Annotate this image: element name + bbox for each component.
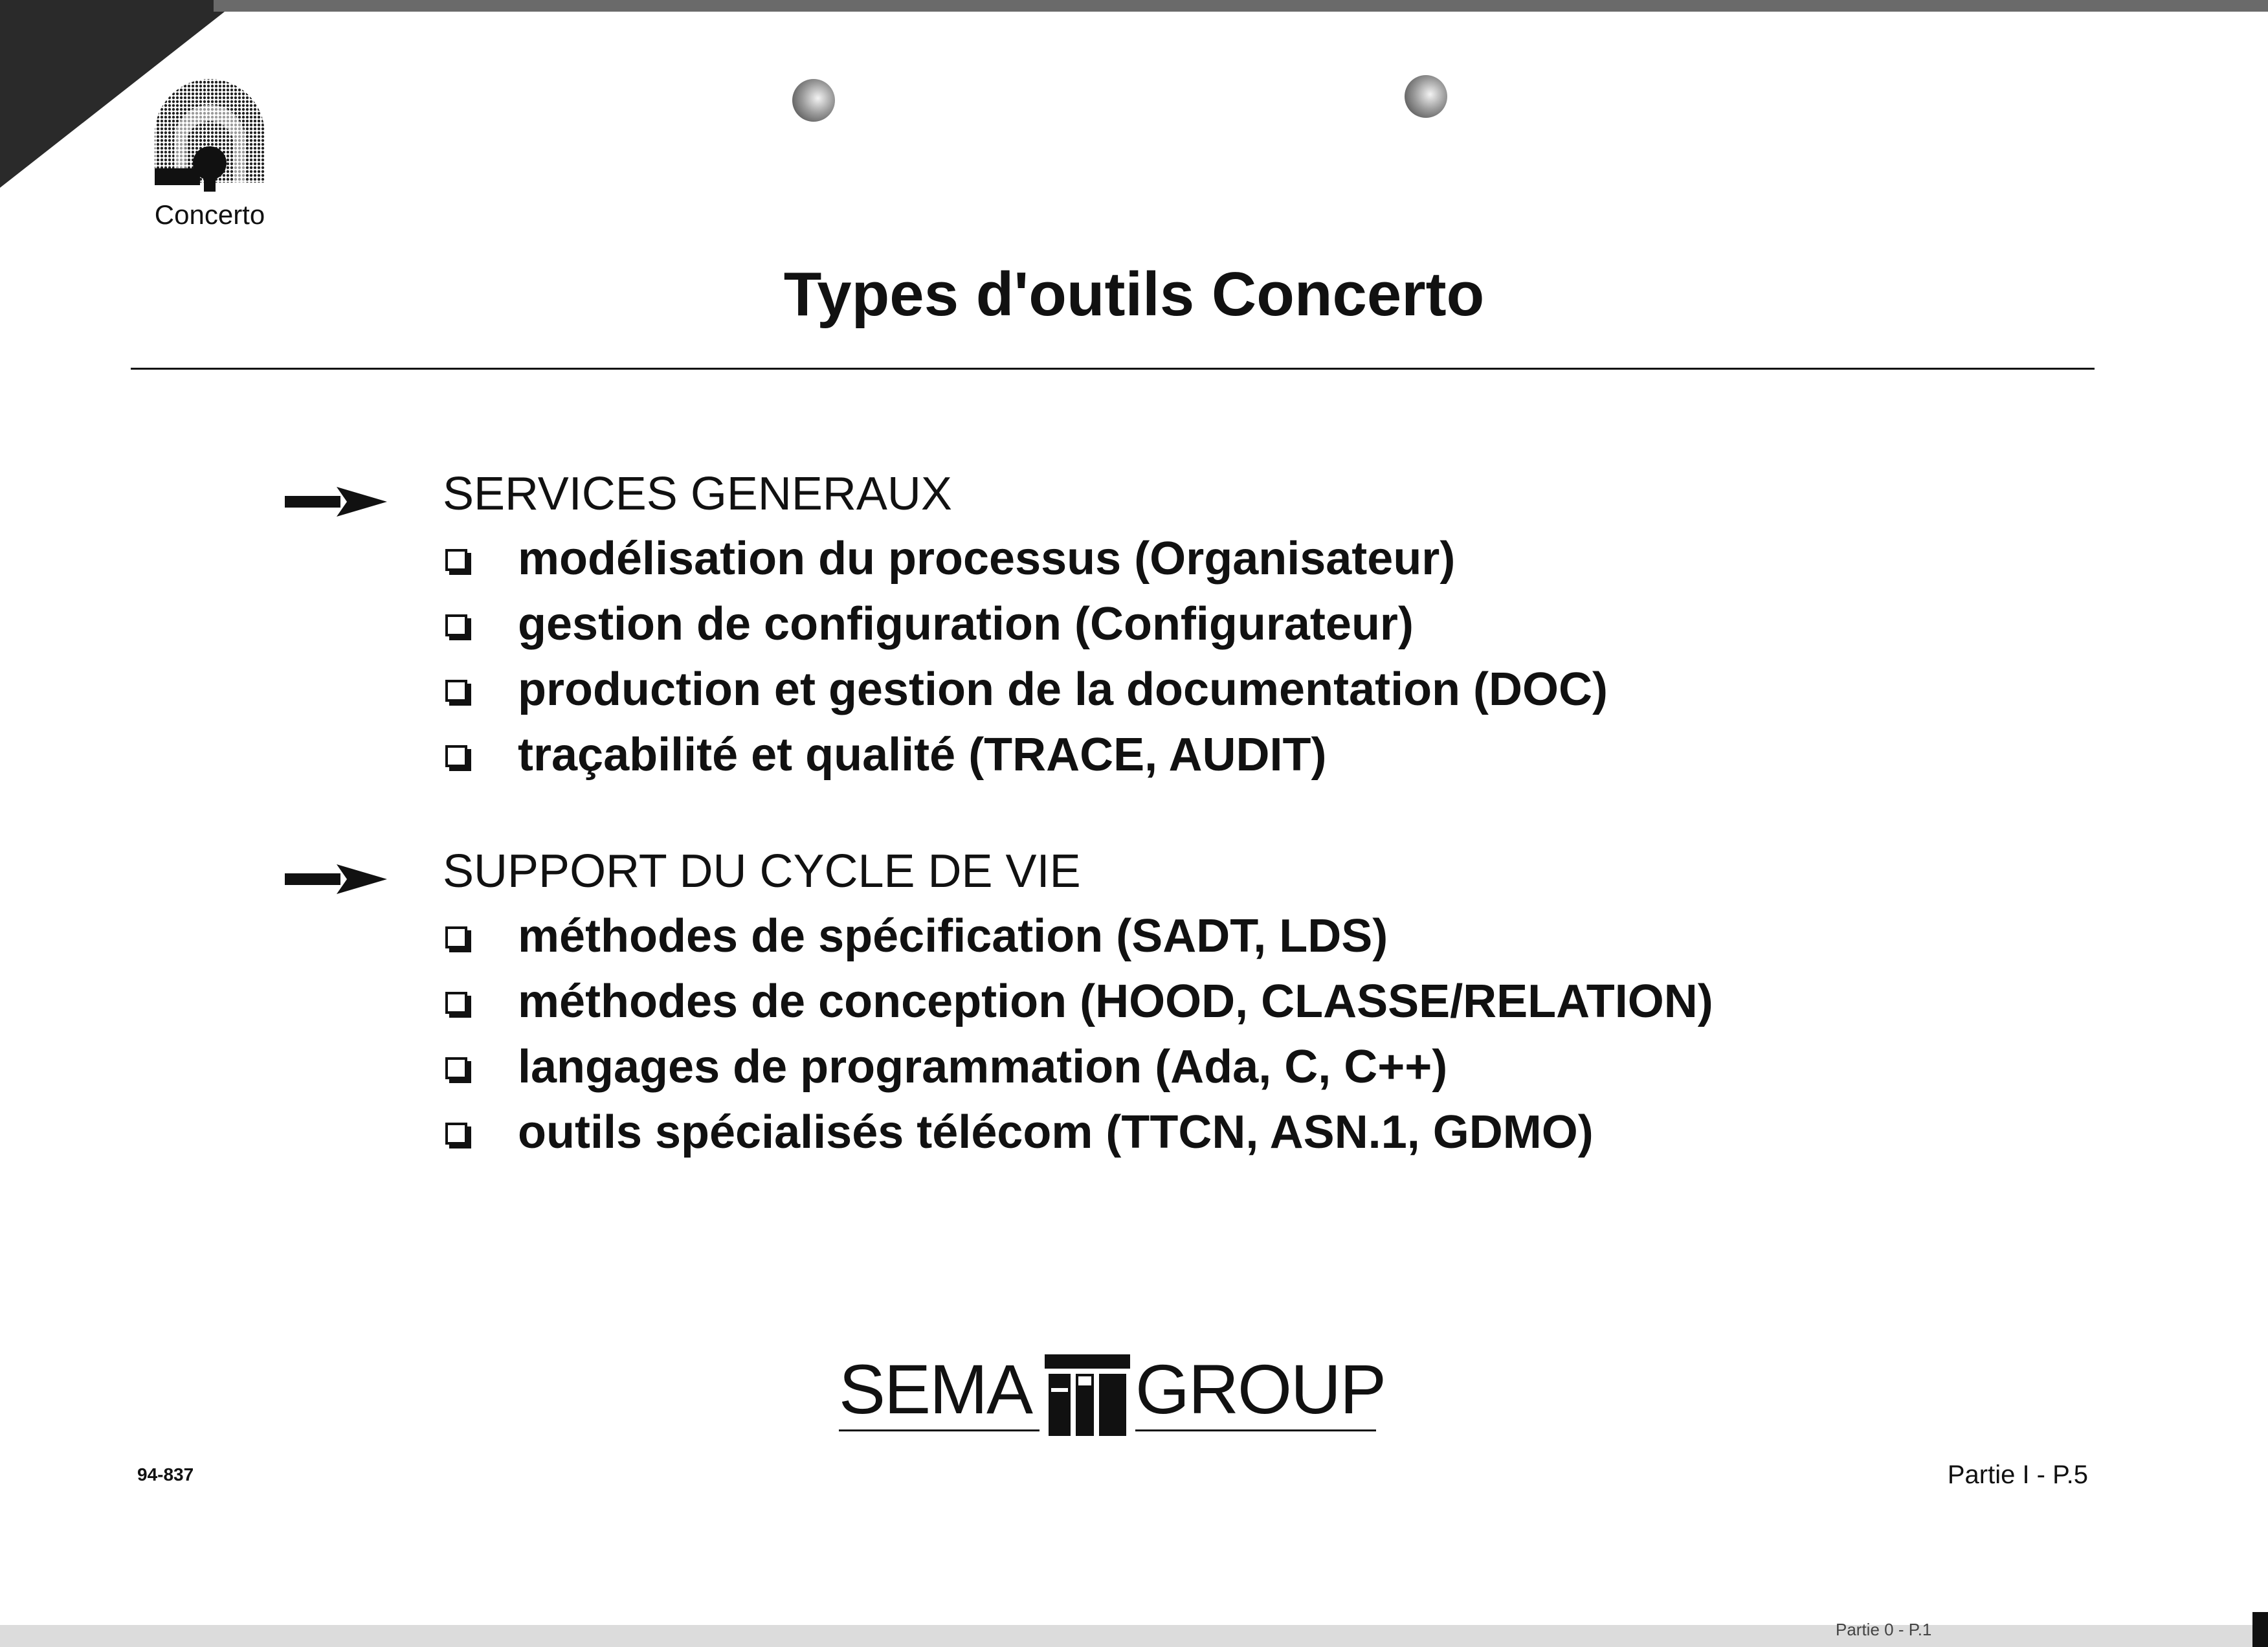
section-heading: SUPPORT DU CYCLE DE VIE [443,846,1081,897]
item-text: langages de programmation (Ada, C, C++) [518,1041,1448,1093]
item-text: gestion de configuration (Configurateur) [518,598,1414,650]
title-underline [131,368,2095,370]
item-text: outils spécialisés télécom (TTCN, ASN.1, GDMO) [518,1106,1594,1158]
page-title: Types d'outils Concerto [783,260,1485,329]
checkbox-icon [445,926,467,948]
scan-corner-mark [2252,1612,2268,1647]
checkbox-icon [445,1123,467,1145]
sema-group-mark-icon [1045,1354,1130,1439]
checkbox-icon [445,1057,467,1079]
document-reference: 94-837 [137,1464,194,1485]
right-arrow-icon [285,487,387,517]
logo-underline [839,1429,1040,1431]
item-text: méthodes de spécification (SADT, LDS) [518,910,1388,962]
logo-label: Concerto [154,199,265,230]
scan-top-edge [214,0,2268,12]
item-text: modélisation du processus (Organisateur) [518,533,1456,585]
checkbox-icon [445,614,467,636]
checkbox-icon [445,549,467,571]
punch-hole [792,79,835,122]
bleed-through-text: Partie 0 - P.1 [1836,1620,1932,1639]
logo-word-left: SEMA [839,1350,1032,1428]
page-reference: Partie I - P.5 [1947,1461,2088,1489]
checkbox-icon [445,680,467,702]
logo-underline [1135,1429,1376,1431]
punch-hole [1405,75,1447,118]
section-heading: SERVICES GENERAUX [443,468,952,520]
right-arrow-icon [285,864,387,894]
sema-group-logo [839,1350,1386,1433]
item-text: production et gestion de la documentation (DOC) [518,664,1608,715]
concerto-theatre-icon [148,73,271,196]
checkbox-icon [445,992,467,1014]
concerto-logo [144,73,276,230]
checkbox-icon [445,745,467,767]
item-text: traçabilité et qualité (TRACE, AUDIT) [518,729,1327,781]
logo-word-right: GROUP [1135,1350,1386,1428]
item-text: méthodes de conception (HOOD, CLASSE/RELATION) [518,976,1713,1027]
